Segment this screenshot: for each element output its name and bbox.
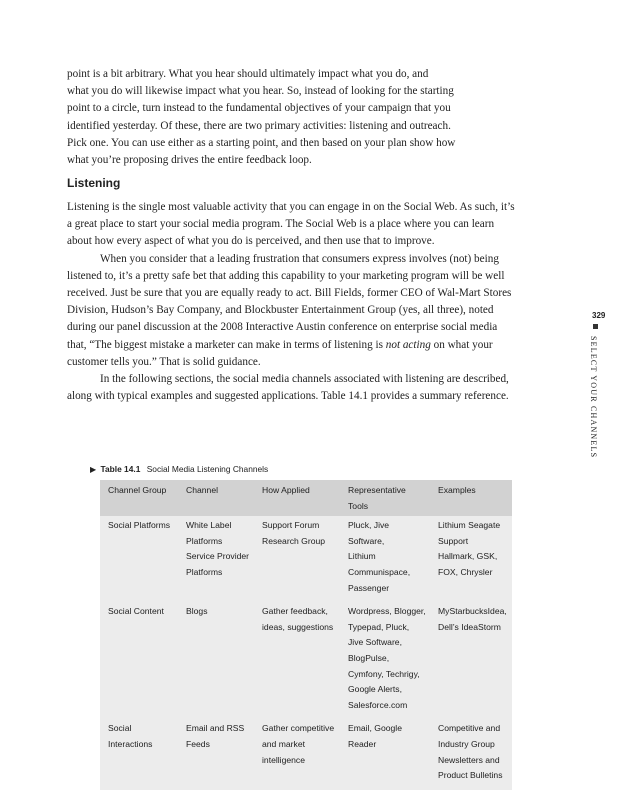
cell-channel xyxy=(178,602,254,719)
cell-channel-group xyxy=(100,719,178,789)
cell-line: Lithium Seagate xyxy=(438,520,501,531)
cell-line: Lithium xyxy=(348,551,376,562)
cell-line: Research Group xyxy=(262,535,326,546)
cell-line: Social xyxy=(108,723,132,734)
cell-channel xyxy=(178,719,254,789)
section-heading: Listening xyxy=(67,176,121,190)
cell-line: Interactions xyxy=(108,738,153,749)
cell-examples xyxy=(430,516,512,602)
cell-line: Communispace, xyxy=(348,566,411,577)
cell-line: Product Bulletins xyxy=(438,770,503,781)
cell-line: Newsletters and xyxy=(438,754,500,765)
table-number: Table 14.1 xyxy=(100,464,141,474)
section-body xyxy=(67,199,515,405)
cell-line: FOX, Chrysler xyxy=(438,566,493,577)
page-number: 329 xyxy=(592,311,606,320)
cell-line: ideas, suggestions xyxy=(262,621,334,632)
cell-line: Passenger xyxy=(348,582,390,593)
intro-paragraph xyxy=(67,66,515,169)
cell-line: Salesforce.com xyxy=(348,699,408,710)
cell-line: Social Content xyxy=(108,606,164,617)
cell-line: Blogs xyxy=(186,606,208,617)
cell-representative-tools xyxy=(340,602,430,719)
table-row xyxy=(100,516,512,602)
cell-line: Pluck, Jive Software, xyxy=(348,520,390,546)
table-row xyxy=(100,602,512,719)
cell-examples xyxy=(430,719,512,789)
cell-line: Social Platforms xyxy=(108,520,171,531)
header-channel: Channel xyxy=(178,480,254,516)
header-how-applied: How Applied xyxy=(254,480,340,516)
cell-how-applied xyxy=(254,602,340,719)
cell-line: Hallmark, GSK, xyxy=(438,551,498,562)
table-caption xyxy=(90,464,268,474)
paragraph-1: Listening is the single most valuable activity that you can engage in on the Social Web. As such, it’s a great place to start your social media program. The Social Web is a place where you can learn about how every aspect of what you do is perceived, and then use that to improve. xyxy=(67,201,515,248)
paragraph-2 xyxy=(67,251,515,371)
cell-line: Service Provider xyxy=(186,551,250,562)
cell-line: Support xyxy=(438,535,469,546)
cell-channel-group xyxy=(100,602,178,719)
table-row xyxy=(100,719,512,789)
cell-channel-group xyxy=(100,516,178,602)
intro-line: Pick one. You can use either as a starting point, and then based on your plan show how xyxy=(67,136,456,149)
caption-arrow-icon: ▶ xyxy=(90,465,97,474)
table-header-row xyxy=(100,480,512,516)
cell-line: and market xyxy=(262,738,305,749)
cell-line: Email, Google xyxy=(348,723,402,734)
cell-line: Google Alerts, xyxy=(348,684,402,695)
header-examples: Examples xyxy=(430,480,512,516)
intro-line: point to a circle, turn instead to the fundamental objectives of your campaign that you xyxy=(67,102,451,115)
cell-line: intelligence xyxy=(262,754,305,765)
cell-examples xyxy=(430,602,512,719)
paragraph-2-tail: on what your customer tells you.” That is solid guidance. xyxy=(67,338,493,368)
cell-line: White Label xyxy=(186,520,232,531)
chapter-running-title: SELECT YOUR CHANNELS xyxy=(589,336,598,459)
intro-line: what you’re proposing drives the entire feedback loop. xyxy=(67,154,312,167)
cell-line: Platforms xyxy=(186,566,223,577)
cell-line: BlogPulse, xyxy=(348,652,390,663)
cell-line: Jive Software, xyxy=(348,637,402,648)
cell-line: Gather competitive xyxy=(262,723,335,734)
cell-how-applied xyxy=(254,719,340,789)
table-title: Social Media Listening Channels xyxy=(146,464,269,474)
cell-line: Email and RSS xyxy=(186,723,245,734)
cell-line: Reader xyxy=(348,738,377,749)
cell-representative-tools xyxy=(340,719,430,789)
cell-line: Gather feedback, xyxy=(262,606,328,617)
listening-channels-table xyxy=(100,480,512,790)
header-channel-group: Channel Group xyxy=(100,480,178,516)
cell-line: Dell’s IdeaStorm xyxy=(438,621,501,632)
paragraph-2-emphasis: not acting xyxy=(385,338,431,351)
cell-channel xyxy=(178,516,254,602)
cell-line: Feeds xyxy=(186,738,210,749)
cell-line: Wordpress, Blogger, xyxy=(348,606,426,617)
cell-line: Typepad, Pluck, xyxy=(348,621,410,632)
cell-line: Industry Group xyxy=(438,738,495,749)
cell-line: Platforms xyxy=(186,535,223,546)
header-representative-tools: Representative Tools xyxy=(340,480,430,516)
paragraph-3: In the following sections, the social media channels associated with listening are described, along with typical examples and suggested applications. Table 14.1 provides a summary reference. xyxy=(67,373,509,403)
square-bullet-icon xyxy=(593,324,598,329)
cell-line: Cymfony, Techrigy, xyxy=(348,668,420,679)
cell-representative-tools xyxy=(340,516,430,602)
paragraph-2-text: When you consider that a leading frustration that consumers express involves (not) being listened to, it’s a pretty safe bet that adding this capability to your marketing program will be well received. Just be sure that you are equally ready to act. Bill Fields, former CEO of Wal-Mart Stores Division, Hudson’s Bay Company, and Blockbuster Entertainment Group (yes, all three), noted during our panel discussion at the 2008 Interactive Austin conference on enterprise social media that, “The biggest mistake a marketer can make in terms of listening is xyxy=(67,252,512,351)
intro-line: point is a bit arbitrary. What you hear should ultimately impact what you do, and xyxy=(67,68,429,80)
cell-line: Support Forum xyxy=(262,520,320,531)
cell-line: MyStarbucksIdea, xyxy=(438,606,507,617)
cell-how-applied xyxy=(254,516,340,602)
cell-line: Competitive and xyxy=(438,723,501,734)
intro-line: what you do will likewise impact what you hear. So, instead of looking for the starting xyxy=(67,85,454,98)
intro-line: identified yesterday. Of these, there are two primary activities: listening and outreach. xyxy=(67,119,451,132)
